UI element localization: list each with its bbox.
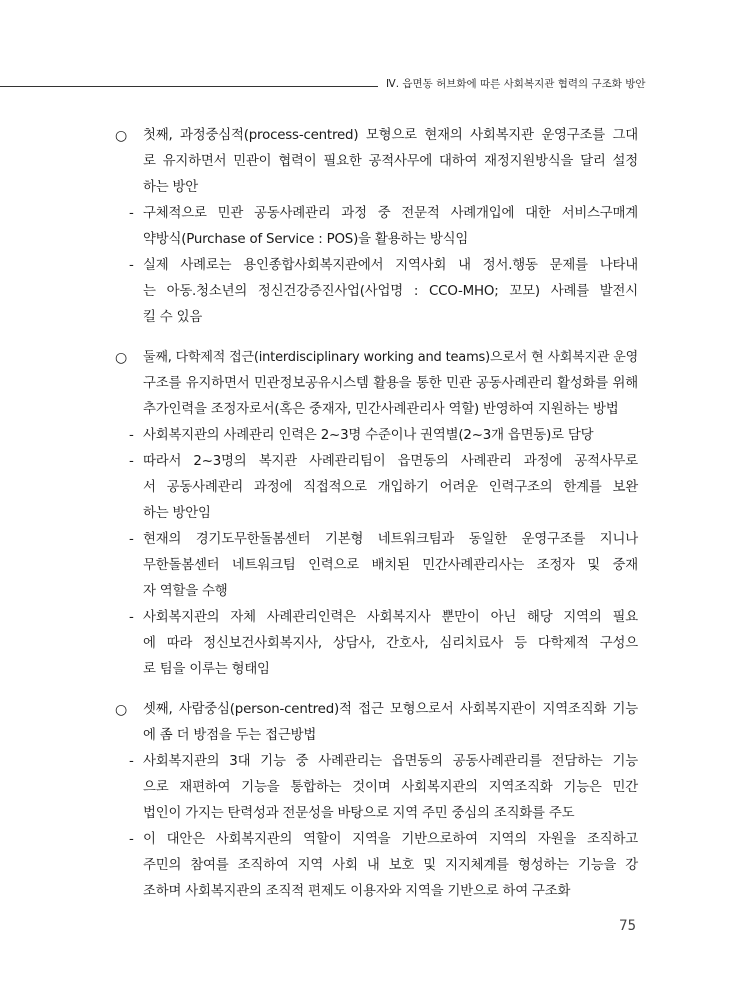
text-line: 로 팀을 이루는 형태임 xyxy=(143,662,270,677)
running-header: Ⅳ. 읍면동 허브화에 따른 사회복지관 협력의 구조화 방안 xyxy=(386,78,646,90)
dash-bullet: - xyxy=(129,206,134,221)
section-item xyxy=(113,345,638,423)
text-line: 따라서 2~3명의 복지관 사례관리팀이 읍면동의 사례관리 과정에 공적사무로 xyxy=(143,454,638,469)
section-item xyxy=(113,123,638,201)
text-line: 조하며 사회복지관의 조직적 편제도 이용자와 지역을 기반으로 하여 구조화 xyxy=(143,884,571,899)
sub-item xyxy=(113,827,638,905)
text-line: 로 유지하면서 민관이 협력이 필요한 공적사무에 대하여 재정지원방식을 달리 설정 xyxy=(143,154,638,169)
sub-item xyxy=(113,527,638,605)
text-line: 는 아동.청소년의 정신건강증진사업(사업명 : CCO-MHO; 꼬모) 사례를 발전시 xyxy=(143,284,638,299)
text-line: 킬 수 있음 xyxy=(143,310,203,325)
text-line: 둘째, 다학제적 접근(interdisciplinary working and teams)으로서 현 사회복지관 운영 xyxy=(143,350,638,365)
dash-bullet: - xyxy=(129,428,134,443)
circle-bullet-icon: ○ xyxy=(115,702,128,718)
text-line: 사회복지관의 사례관리 인력은 2~3명 수준이나 권역별(2~3개 읍면동)로 담당 xyxy=(143,428,594,443)
section-item xyxy=(113,697,638,749)
sub-item xyxy=(113,449,638,527)
dash-bullet: - xyxy=(129,532,134,547)
sub-item xyxy=(113,605,638,683)
text-line: 무한돌봄센터 네트워크팀 인력으로 배치된 민간사례관리사는 조정자 및 중재 xyxy=(143,558,638,573)
text-line: 추가인력을 조정자로서(혹은 중재자, 민간사례관리사 역할) 반영하여 지원하는 방법 xyxy=(143,402,619,417)
dash-bullet: - xyxy=(129,610,134,625)
dash-bullet: - xyxy=(129,454,134,469)
text-line: 서 공동사례관리 과정에 직접적으로 개입하기 어려운 인력구조의 한계를 보완 xyxy=(143,480,638,495)
sub-item xyxy=(113,749,638,827)
sub-item xyxy=(113,253,638,331)
text-line: 현재의 경기도무한돌봄센터 기본형 네트워크팀과 동일한 운영구조를 지니나 xyxy=(143,532,638,547)
text-line: 에 따라 정신보건사회복지사, 상담사, 간호사, 심리치료사 등 다학제적 구성으 xyxy=(143,636,638,651)
text-line: 하는 방안 xyxy=(143,180,198,195)
text-line: 이 대안은 사회복지관의 역할이 지역을 기반으로하여 지역의 자원을 조직하고 xyxy=(143,832,638,847)
circle-bullet-icon: ○ xyxy=(115,128,128,144)
text-line: 자 역할을 수행 xyxy=(143,584,228,599)
page-number: 75 xyxy=(619,918,636,934)
text-line: 셋째, 사람중심(person-centred)적 접근 모형으로서 사회복지관이 지역조직화 기능 xyxy=(143,702,638,717)
sub-item xyxy=(113,423,638,449)
text-line: 사회복지관의 자체 사례관리인력은 사회복지사 뿐만이 아닌 해당 지역의 필요 xyxy=(143,610,638,625)
dash-bullet: - xyxy=(129,258,134,273)
header-rule xyxy=(0,86,378,87)
text-line: 약방식(Purchase of Service : POS)을 활용하는 방식임 xyxy=(143,232,469,247)
dash-bullet: - xyxy=(129,754,134,769)
sub-item xyxy=(113,201,638,253)
circle-bullet-icon: ○ xyxy=(115,350,128,366)
dash-bullet: - xyxy=(129,832,134,847)
text-line: 구조를 유지하면서 민관정보공유시스템 활용을 통한 민관 공동사례관리 활성화를 위해 xyxy=(143,376,638,391)
text-line: 사회복지관의 3대 기능 중 사례관리는 읍면동의 공동사례관리를 전담하는 기능 xyxy=(143,754,638,769)
text-line: 첫째, 과정중심적(process-centred) 모형으로 현재의 사회복지관 운영구조를 그대 xyxy=(143,128,638,143)
text-line: 에 좀 더 방점을 두는 접근방법 xyxy=(143,728,317,743)
text-line: 으로 재편하여 기능을 통합하는 것이며 사회복지관의 지역조직화 기능은 민간 xyxy=(143,780,638,795)
text-line: 하는 방안임 xyxy=(143,506,211,521)
text-line: 실제 사례로는 용인종합사회복지관에서 지역사회 내 정서.행동 문제를 나타내 xyxy=(143,258,638,273)
text-line: 법인이 가지는 탄력성과 전문성을 바탕으로 지역 주민 중심의 조직화를 주도 xyxy=(143,806,575,821)
text-line: 주민의 참여를 조직하여 지역 사회 내 보호 및 지지체계를 형성하는 기능을 강 xyxy=(143,858,638,873)
text-line: 구체적으로 민관 공동사례관리 과정 중 전문적 사례개입에 대한 서비스구매계 xyxy=(143,206,638,221)
document-body xyxy=(113,123,638,905)
